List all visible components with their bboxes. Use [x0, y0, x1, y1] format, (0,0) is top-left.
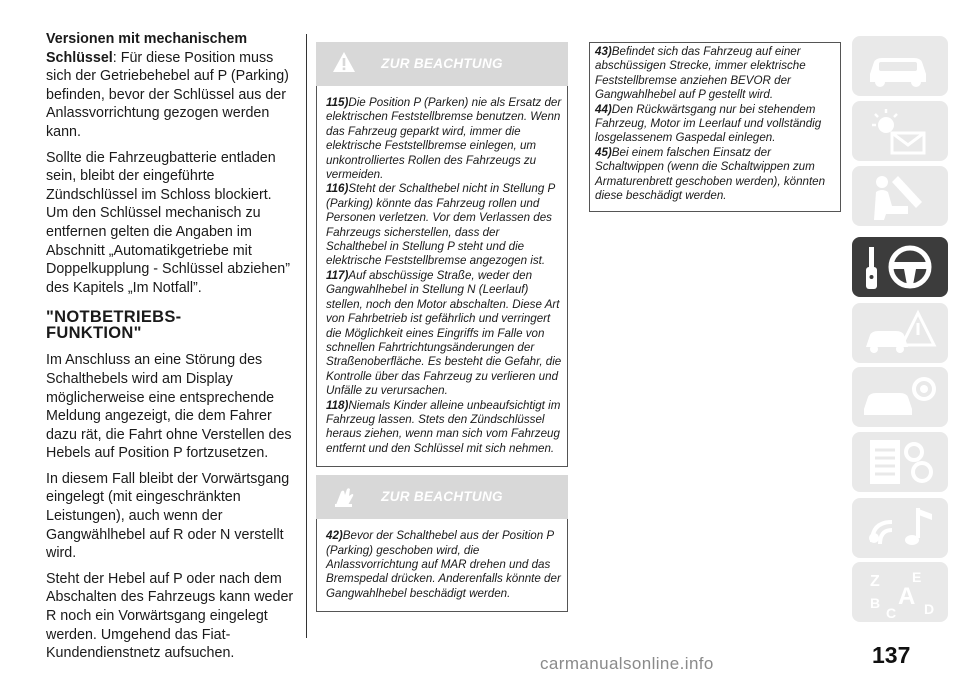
caution-item [326, 529, 563, 601]
svg-text:Z: Z [870, 573, 880, 590]
item-text: Befindet sich das Fahrzeug auf einer abschüssigen Strecke, immer elektrische Feststellbremse anziehen BEVOR der Gangwahlhebel auf P gestellt wird. [595, 45, 806, 102]
svg-text:B: B [870, 595, 881, 611]
car-service-icon [852, 367, 948, 427]
warning-item [326, 399, 563, 457]
caution-title: ZUR BEACHTUNG [381, 489, 503, 505]
tab-service[interactable] [852, 367, 948, 427]
right-column [589, 42, 839, 212]
section-heading-line2: FUNKTION" [46, 324, 142, 343]
warning-title: ZUR BEACHTUNG [381, 56, 503, 71]
safety-airbag-icon [852, 166, 948, 226]
section-heading-line1: "NOTBETRIEBS- [46, 308, 182, 327]
caution-box [316, 519, 568, 612]
middle-column [316, 42, 568, 612]
mechanical-key-text: : Für diese Position muss sich der Getriebehebel auf P (Parking) befinden, bevor der Schlüssel aus der Anlassvorrichtung gezogen werden kann. [46, 49, 289, 140]
warning-item [326, 182, 563, 268]
car-icon [852, 36, 948, 96]
caution-item [595, 146, 836, 204]
caution-header [316, 475, 568, 519]
item-text: Bevor der Schalthebel aus der Position P (Parking) geschoben wird, die Anlassvorrichtung auf MAR drehen und das Bremspedal drücken. Anderenfalls könnte der Gangwahlhebel beschädigt werden. [326, 529, 561, 600]
accident-warning-icon [852, 303, 948, 363]
tab-car[interactable] [852, 36, 948, 96]
dashboard-lights-icon [852, 101, 948, 161]
caution-item [595, 103, 836, 146]
item-number: 45) [595, 145, 612, 159]
watermark: carmanualsonline.info [540, 654, 714, 673]
item-text: Die Position P (Parken) nie als Ersatz der elektrischen Feststellbremse benutzen. Wenn das Fahrzeug geparkt wird, immer die elektrische Feststellbremse einlegen, um unkontrolliertes Rollen des Fahrzeugs zu vermeiden. [326, 96, 562, 182]
paragraph-service: Steht der Hebel auf P oder nach dem Abschalten des Fahrzeugs kann weder R noch ein Vorwärtsgang eingelegt werden. Umgehend das Fiat-Kundendienstnetz aufsuchen. [46, 570, 294, 662]
item-number: 116) [326, 182, 349, 196]
item-text: Niemals Kinder alleine unbeaufsichtigt im Fahrzeug lassen. Stets den Zündschlüssel heraus ziehen, wenn man sich vom Fahrzeug entfernt und den Schlüssel mit sich nehmen. [326, 398, 561, 455]
tab-emergency[interactable] [852, 303, 948, 363]
tab-starting-driving[interactable] [852, 237, 948, 297]
warning-box [316, 86, 568, 467]
tab-safety[interactable] [852, 166, 948, 226]
item-number: 115) [326, 96, 349, 109]
paragraph-forward-gear: In diesem Fall bleibt der Vorwärtsgang eingelegt (mit eingeschränkten Leistungen), auch wenn der Gangwählhebel auf R oder N verstellt wird. [46, 470, 290, 562]
specifications-gears-icon [852, 432, 948, 492]
multimedia-icon [852, 498, 948, 558]
tab-specifications[interactable] [852, 432, 948, 492]
item-text: Bei einem falschen Einsatz der Schaltwippen (wenn die Schaltwippen zum Armaturenbrett geschoben werden), könnten diese beschädigt werden. [595, 145, 826, 203]
warning-item [326, 269, 563, 399]
item-number: 118) [326, 398, 349, 412]
column-divider [306, 34, 307, 638]
item-text: Auf abschüssige Straße, weder den Gangwahlhebel in Stellung N (Leerlauf) stellen, noch den Motor abschalten. Diese Art von Fahrbetrieb ist gefährlich und verringert die Möglichkeit eines Eingriffs im Falle von schnellen Fahrtrichtungsänderungen der Straßenoberfläche. Es besteht die Gefahr, die Kontrolle über das Fahrzeug zu verlieren und Unfälle zu verursachen. [326, 268, 562, 398]
item-number: 44) [595, 102, 612, 116]
item-number: 42) [326, 529, 343, 543]
warning-header [316, 42, 568, 86]
item-text: Den Rückwärtsgang nur bei stehendem Fahrzeug, Motor im Leerlauf und vollständig losgelassenem Gaspedal einlegen. [595, 102, 822, 145]
svg-text:A: A [898, 583, 916, 610]
warning-item [326, 96, 563, 182]
caution-item [595, 45, 836, 103]
tab-dashboard-lights[interactable] [852, 101, 948, 161]
paragraph-battery: Sollte die Fahrzeugbatterie entladen sein, bleibt der eingeführte Zündschlüssel im Schloss blockiert. Um den Schlüssel mechanisch zu entfernen gelten die Angaben im Abschnitt „Automatikgetriebe mit Doppelkupplung - Schlüssel abziehen” des Kapitels „Im Notfall”. [46, 149, 290, 296]
svg-text:C: C [886, 605, 897, 621]
alphabet-index-icon [852, 562, 948, 622]
tab-multimedia[interactable] [852, 498, 948, 558]
steering-wheel-key-icon [852, 237, 948, 297]
item-number: 117) [326, 268, 349, 282]
caution-box-continued [589, 42, 841, 212]
left-text-column [46, 30, 296, 670]
tab-index[interactable] [852, 562, 948, 622]
paragraph-fault: Im Anschluss an eine Störung des Schalthebels wird am Display möglicherweise eine entsprechende Meldung angezeigt, die dem Fahrer dazu rät, die Fahrt ohne Verstellen des Hebels auf Position P fortzusetzen. [46, 352, 292, 462]
item-text: Steht der Schalthebel nicht in Stellung P (Parking) könnte das Fahrzeug rollen und Personen verletzen. Vor dem Verlassen des Fahrzeugs sicherstellen, dass der Schalthebel in Stellung P steht und die elektrische Feststellbremse angezogen ist. [326, 182, 555, 268]
page-number: 137 [872, 642, 911, 668]
svg-text:E: E [912, 569, 922, 585]
item-number: 43) [595, 45, 612, 58]
section-heading [46, 309, 296, 341]
svg-text:D: D [924, 601, 935, 617]
mechanical-key-label: Versionen mit mechanischem Schlüssel [46, 31, 248, 66]
paragraph-mechanical-key [46, 30, 296, 142]
